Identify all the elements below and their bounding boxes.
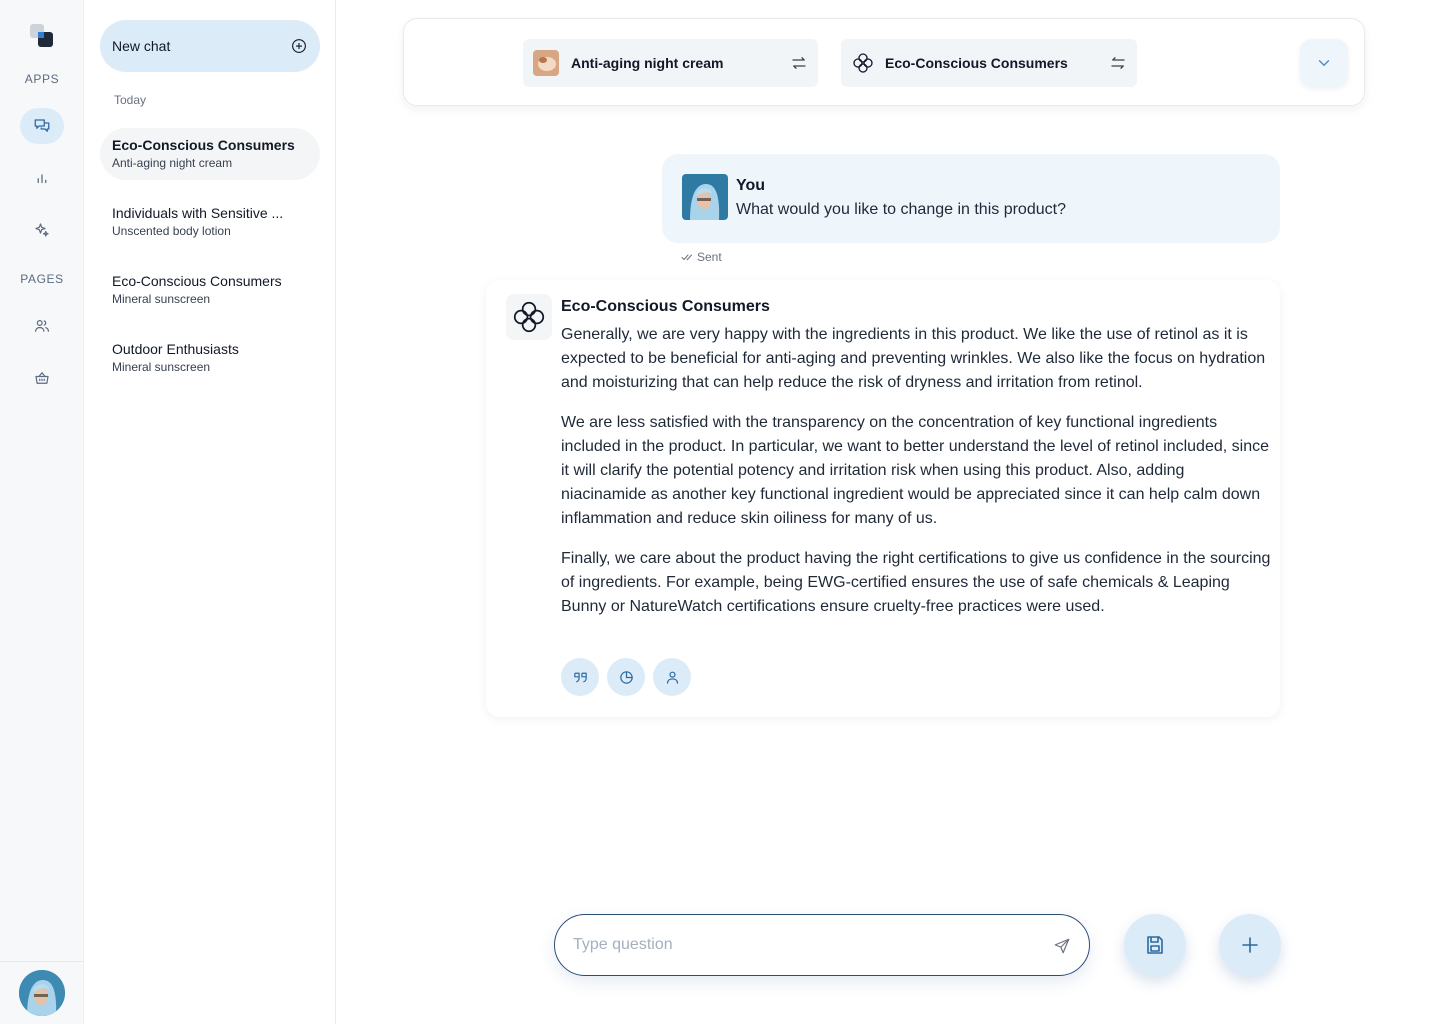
chat-item-title: Eco-Conscious Consumers	[112, 137, 295, 153]
reply-actions	[561, 658, 691, 696]
chat-history-item[interactable]	[100, 332, 320, 384]
rail-ai-button[interactable]	[20, 212, 64, 248]
sparkles-icon	[33, 221, 51, 239]
rail-products-button[interactable]	[20, 360, 64, 396]
chat-history-item[interactable]	[100, 128, 320, 180]
chat-item-title: Outdoor Enthusiasts	[112, 341, 239, 357]
double-check-icon	[681, 251, 693, 263]
product-chip[interactable]	[523, 39, 818, 87]
user-avatar[interactable]	[19, 970, 65, 1016]
rail-divider	[0, 961, 84, 962]
persona-chip-label: Eco-Conscious Consumers	[885, 55, 1068, 71]
insights-button[interactable]	[607, 658, 645, 696]
add-button[interactable]	[1219, 914, 1281, 976]
chat-item-title: Eco-Conscious Consumers	[112, 273, 282, 289]
app-rail	[0, 0, 84, 1024]
swap-icon[interactable]	[790, 54, 808, 72]
users-icon	[33, 317, 51, 335]
user-message-author: You	[736, 177, 766, 194]
rail-chat-button[interactable]	[20, 108, 64, 144]
persona-chip[interactable]	[841, 39, 1137, 87]
question-composer	[554, 914, 1090, 976]
today-label: Today	[114, 93, 147, 107]
sent-status	[681, 250, 722, 264]
send-icon[interactable]	[1053, 937, 1071, 955]
plus-circle-icon	[290, 37, 308, 55]
reply-paragraph: We are less satisfied with the transparency on the concentration of key functional ingredients included in the product. In particular, we want to better understand the level of retinol included, since it will clarify the potential potency and irritation risk when using this product. Also, adding niacinamide as another key functional ingredient would be appreciated since it can help calm down inflammation and reduce skin oiliness for many of us.	[561, 414, 1269, 527]
chat-item-subtitle: Mineral sunscreen	[112, 360, 211, 374]
context-bar	[403, 18, 1365, 106]
reply-paragraph: Generally, we are very happy with the ingredients in this product. We like the use of retinol as it is expected to be beneficial for anti-aging and preventing wrinkles. We also like the focus on hydration and moisturizing that can help reduce the risk of dryness and irritation from retinol.	[561, 326, 1266, 391]
pie-chart-icon	[618, 669, 635, 686]
expand-context-button[interactable]	[1300, 39, 1348, 87]
save-icon	[1143, 933, 1167, 957]
rail-personas-button[interactable]	[20, 308, 64, 344]
pages-section-label: PAGES	[20, 272, 64, 286]
persona-profile-button[interactable]	[653, 658, 691, 696]
persona-reply-author: Eco-Conscious Consumers	[561, 298, 770, 315]
reply-paragraph: Finally, we care about the product having the right certifications to give us confidence in the sourcing of ingredients. For example, being EWG-certified ensures the use of safe chemicals & Leaping Bunny or NatureWatch certifications ensure cruelty-free practices were used.	[561, 550, 1271, 615]
user-message	[662, 154, 1280, 243]
rail-analytics-button[interactable]	[20, 160, 64, 196]
chat-history-item[interactable]	[100, 264, 320, 316]
question-input[interactable]	[573, 929, 1033, 961]
basket-icon	[33, 369, 51, 387]
persona-reply-body	[561, 323, 1273, 635]
user-icon	[664, 669, 681, 686]
sent-status-label: Sent	[697, 250, 722, 264]
new-chat-button[interactable]	[100, 20, 320, 72]
quote-button[interactable]	[561, 658, 599, 696]
persona-reply	[486, 280, 1280, 717]
product-chip-label: Anti-aging night cream	[571, 55, 724, 71]
chat-item-title: Individuals with Sensitive ...	[112, 205, 284, 221]
chevron-down-icon	[1315, 54, 1333, 72]
chat-icon	[33, 117, 51, 135]
persona-avatar	[506, 294, 552, 340]
flower-icon	[510, 298, 548, 336]
quote-icon	[572, 669, 589, 686]
new-chat-label: New chat	[112, 38, 171, 54]
swap-icon[interactable]	[1109, 54, 1127, 72]
chat-item-subtitle: Mineral sunscreen	[112, 292, 211, 306]
user-message-text: What would you like to change in this product?	[736, 201, 1066, 218]
user-message-avatar	[682, 174, 728, 220]
chat-item-subtitle: Anti-aging night cream	[112, 156, 233, 170]
bar-chart-icon	[33, 169, 51, 187]
apps-section-label: APPS	[24, 72, 60, 86]
chat-item-subtitle: Unscented body lotion	[112, 224, 231, 238]
chat-history-item[interactable]	[100, 196, 320, 248]
flower-icon	[851, 51, 875, 75]
app-logo[interactable]	[30, 24, 54, 48]
plus-icon	[1238, 933, 1262, 957]
save-button[interactable]	[1124, 914, 1186, 976]
chat-sidebar	[84, 0, 336, 1024]
product-thumbnail	[533, 50, 559, 76]
